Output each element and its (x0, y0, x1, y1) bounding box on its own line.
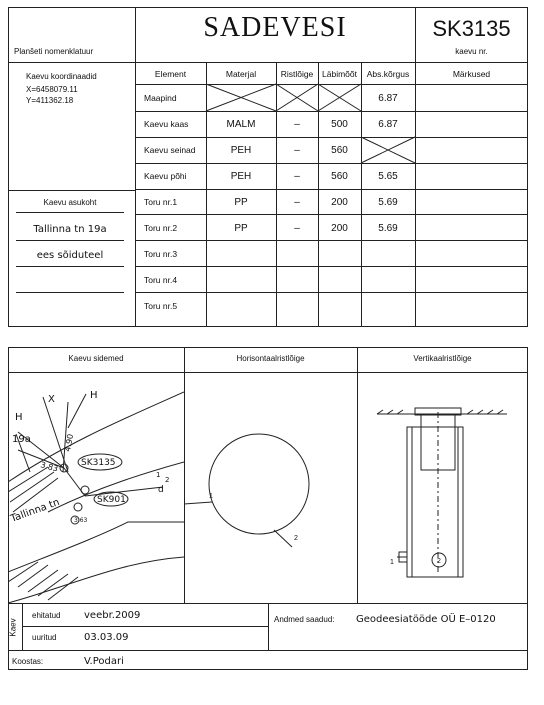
row-2-element: Kaevu kaas (144, 119, 189, 129)
coords-label: Kaevu koordinaadid (26, 72, 97, 81)
row-2-material: MALM (226, 119, 256, 130)
footer-made-value: veebr.2009 (84, 610, 141, 621)
row-5-cross: – (294, 197, 300, 208)
row-3-cross: – (294, 145, 300, 156)
row-9-element: Toru nr.5 (144, 301, 178, 311)
sketch-well: SK3135 (81, 458, 116, 468)
th-material: Materjal (225, 69, 257, 79)
row-2-height: 6.87 (378, 119, 398, 130)
nomenclature-label: Planšeti nomenklatuur (14, 47, 94, 56)
sketch-h2: H (90, 390, 98, 401)
vert-pipe1: 1 (390, 559, 394, 566)
sketch-dist2: 3.83 (39, 460, 60, 474)
th-diameter: Läbimõõt (322, 69, 357, 79)
row-4-diameter: 560 (331, 171, 348, 182)
horiz-pipe1: 1 (209, 493, 213, 500)
footer-source-label: Andmed saadud: (274, 615, 335, 624)
row-5-diameter: 200 (331, 197, 348, 208)
footer-author-label: Koostas: (12, 657, 44, 666)
location-line-1: Tallinna tn 19a (33, 224, 107, 235)
coord-x: X=6458079.11 (26, 85, 78, 94)
row-4-height: 5.65 (378, 171, 398, 182)
footer-made-label: ehitatud (32, 611, 61, 620)
row-6-height: 5.69 (378, 223, 398, 234)
vert-pipe2: 2 (437, 558, 441, 565)
row-6-diameter: 200 (331, 223, 348, 234)
sketch-dist1: 4.90 (63, 433, 76, 453)
row-5-material: PP (234, 197, 248, 208)
th-element: Element (154, 69, 187, 79)
location-line-2: ees sõiduteel (36, 250, 104, 261)
row-3-element: Kaevu seinad (144, 145, 196, 155)
coord-y: Y=411362.18 (26, 96, 74, 105)
footer-author-value: V.Podari (84, 656, 124, 667)
row-4-element: Kaevu põhi (144, 171, 187, 181)
vertical-section (357, 372, 528, 603)
row-8-element: Toru nr.4 (144, 275, 178, 285)
row-6-element: Toru nr.2 (144, 223, 178, 233)
footer-bottom-line (8, 650, 528, 651)
row-1-element: Maapind (144, 93, 177, 103)
row-5-height: 5.69 (378, 197, 398, 208)
th-height: Abs.kõrgus (366, 69, 410, 79)
row-4-cross: – (294, 171, 300, 182)
footer-measured-label: uuritud (32, 633, 57, 642)
horiz-pipe2: 2 (294, 535, 298, 542)
page-title: SADEVESI (203, 12, 347, 43)
section-connections: Kaevu sidemed (68, 354, 124, 363)
row-5-element: Toru nr.1 (144, 197, 178, 207)
row-3-material: PEH (230, 145, 252, 156)
location-label: Kaevu asukoht (43, 198, 97, 207)
sketch-x: X (48, 394, 55, 405)
th-cross: Ristlõige (280, 69, 314, 79)
sketch-h1: H (15, 412, 23, 423)
row-2-diameter: 500 (331, 119, 348, 130)
well-code-label: kaevu nr. (455, 47, 488, 56)
sketch-d: d (158, 485, 164, 495)
sketch-small: 3.63 (74, 517, 88, 524)
horizontal-section (184, 372, 357, 603)
row-3-diameter: 560 (331, 145, 348, 156)
footer-mid-line (22, 626, 268, 627)
connections-sketch (8, 372, 184, 603)
well-code: SK3135 (432, 16, 511, 41)
row-2-cross: – (294, 119, 300, 130)
sketch-well2: SK901 (97, 495, 126, 505)
row-6-cross: – (294, 223, 300, 234)
row-4-material: PEH (230, 171, 252, 182)
footer-side-label: Kaev (8, 618, 18, 637)
sketch-street: Tallinna tn (9, 496, 62, 525)
footer-vline-mid (268, 603, 269, 650)
footer-source-value: Geodeesiatööde OÜ E–0120 (356, 614, 496, 625)
sketch-pipe1: 1 (156, 471, 161, 479)
row-6-material: PP (234, 223, 248, 234)
th-notes: Märkused (452, 69, 491, 79)
sketch-plot: 19a (12, 434, 31, 445)
section-vertical: Vertikaalristlõige (413, 354, 472, 363)
footer-measured-value: 03.03.09 (84, 632, 129, 643)
section-horizontal: Horisontaalristlõige (236, 354, 305, 363)
sketch-pipe2: 2 (165, 476, 170, 484)
row-7-element: Toru nr.3 (144, 249, 178, 259)
row-1-height: 6.87 (378, 93, 398, 104)
